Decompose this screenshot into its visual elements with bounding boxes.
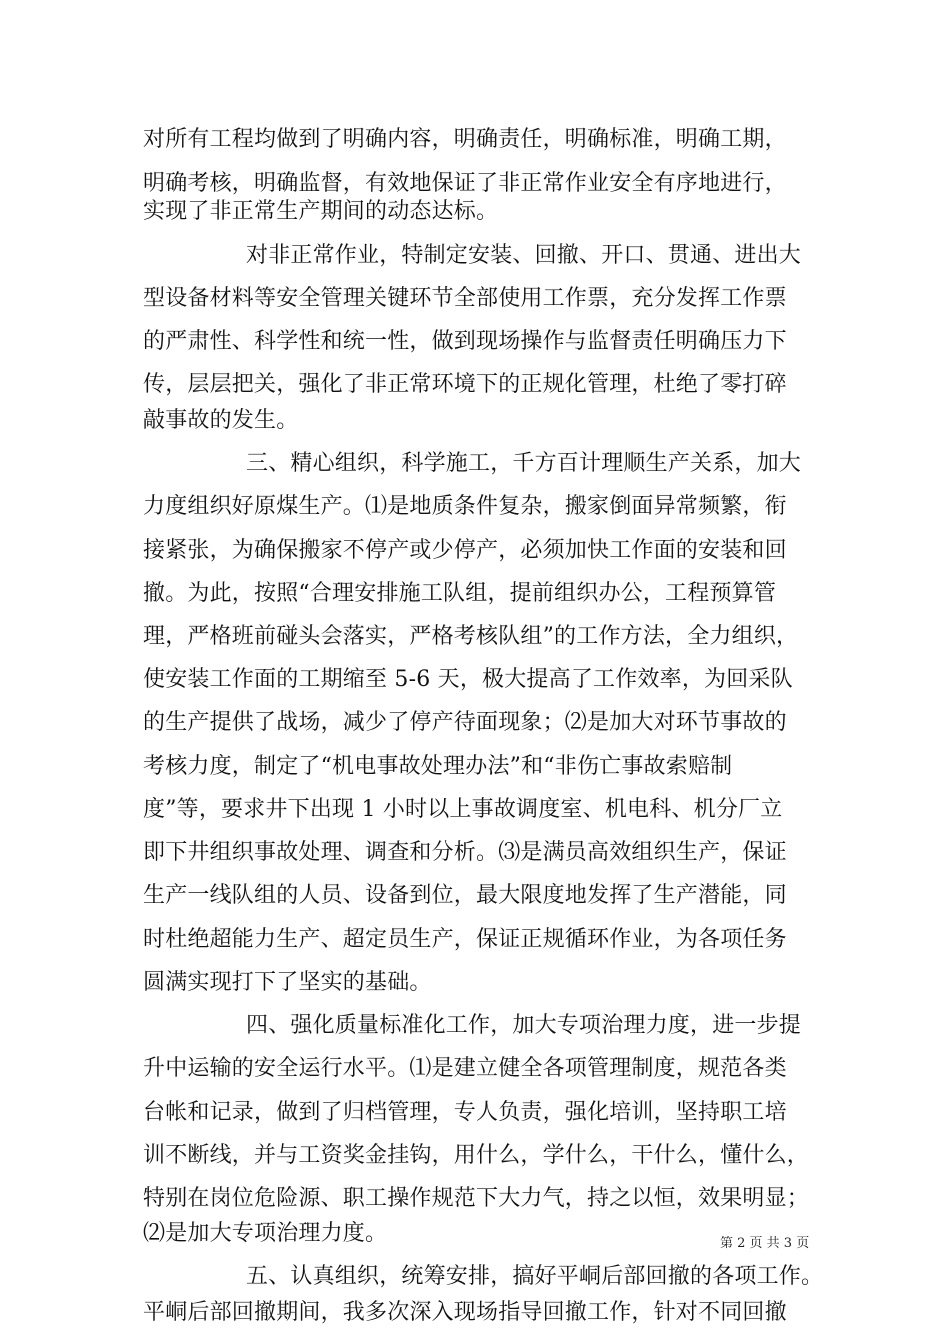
- text-line: 的生产提供了战场，减少了停产待面现象；⑵是加大对环节事故的: [143, 710, 787, 735]
- text-line: 明确考核，明确监督，有效地保证了非正常作业安全有序地进行，: [143, 171, 787, 196]
- text-line: 传，层层把关，强化了非正常环境下的正规化管理，杜绝了零打碎: [143, 372, 787, 397]
- text-line: 的严肃性、科学性和统一性，做到现场操作与监督责任明确压力下: [143, 329, 787, 354]
- text-line: 对所有工程均做到了明确内容，明确责任，明确标准，明确工期，: [143, 127, 787, 152]
- text-line: 生产一线队组的人员、设备到位，最大限度地发挥了生产潜能，同: [143, 883, 787, 908]
- paragraph-start-line: 四、强化质量标准化工作，加大专项治理力度，进一步提: [246, 1013, 802, 1038]
- text-line: 型设备材料等安全管理关键环节全部使用工作票，充分发挥工作票: [143, 286, 787, 311]
- text-line: 撤。为此，按照“合理安排施工队组，提前组织办公，工程预算管: [143, 581, 777, 606]
- paragraph-start-line: 对非正常作业，特制定安装、回撤、开口、贯通、进出大: [246, 243, 802, 268]
- text-line: 训不断线，并与工资奖金挂钩，用什么，学什么，干什么，懂什么，: [143, 1143, 810, 1168]
- text-line: 时杜绝超能力生产、超定员生产，保证正规循环作业，为各项任务: [143, 927, 787, 952]
- text-line: 特别在岗位危险源、职工操作规范下大力气，持之以恒，效果明显；: [143, 1186, 810, 1211]
- text-line: 度”等，要求井下出现 1 小时以上事故调度室、机电科、机分厂立: [143, 797, 783, 822]
- text-line: 力度组织好原煤生产。⑴是地质条件复杂，搬家倒面异常频繁，衔: [143, 494, 787, 519]
- page-number: 第 2 页 共 3 页: [720, 1236, 810, 1251]
- text-line: 理，严格班前碰头会落实，严格考核队组”的工作方法，全力组织，: [143, 624, 799, 649]
- text-line: 圆满实现打下了坚实的基础。: [143, 970, 432, 995]
- text-line: 升中运输的安全运行水平。⑴是建立健全各项管理制度，规范各类: [143, 1056, 787, 1081]
- text-line: 使安装工作面的工期缩至 5-6 天，极大提高了工作效率，为回采队: [143, 667, 793, 692]
- text-line: 实现了非正常生产期间的动态达标。: [143, 199, 499, 224]
- paragraph-start-line: 五、认真组织，统筹安排，搞好平峒后部回撤的各项工作。: [246, 1264, 824, 1289]
- paragraph-start-line: 三、精心组织，科学施工，千方百计理顺生产关系，加大: [246, 451, 802, 476]
- text-line: ⑵是加大专项治理力度。: [143, 1221, 388, 1246]
- text-line: 台帐和记录，做到了归档管理，专人负责，强化培训，坚持职工培: [143, 1100, 787, 1125]
- text-line: 敲事故的发生。: [143, 408, 299, 433]
- text-line: 接紧张，为确保搬家不停产或少停产，必须加快工作面的安装和回: [143, 538, 787, 563]
- text-line: 即下井组织事故处理、调查和分析。⑶是满员高效组织生产，保证: [143, 840, 787, 865]
- text-line: 考核力度，制定了“机电事故处理办法”和“非伤亡事故索赔制: [143, 754, 733, 779]
- text-line: 平峒后部回撤期间，我多次深入现场指导回撤工作，针对不同回撤: [143, 1300, 787, 1325]
